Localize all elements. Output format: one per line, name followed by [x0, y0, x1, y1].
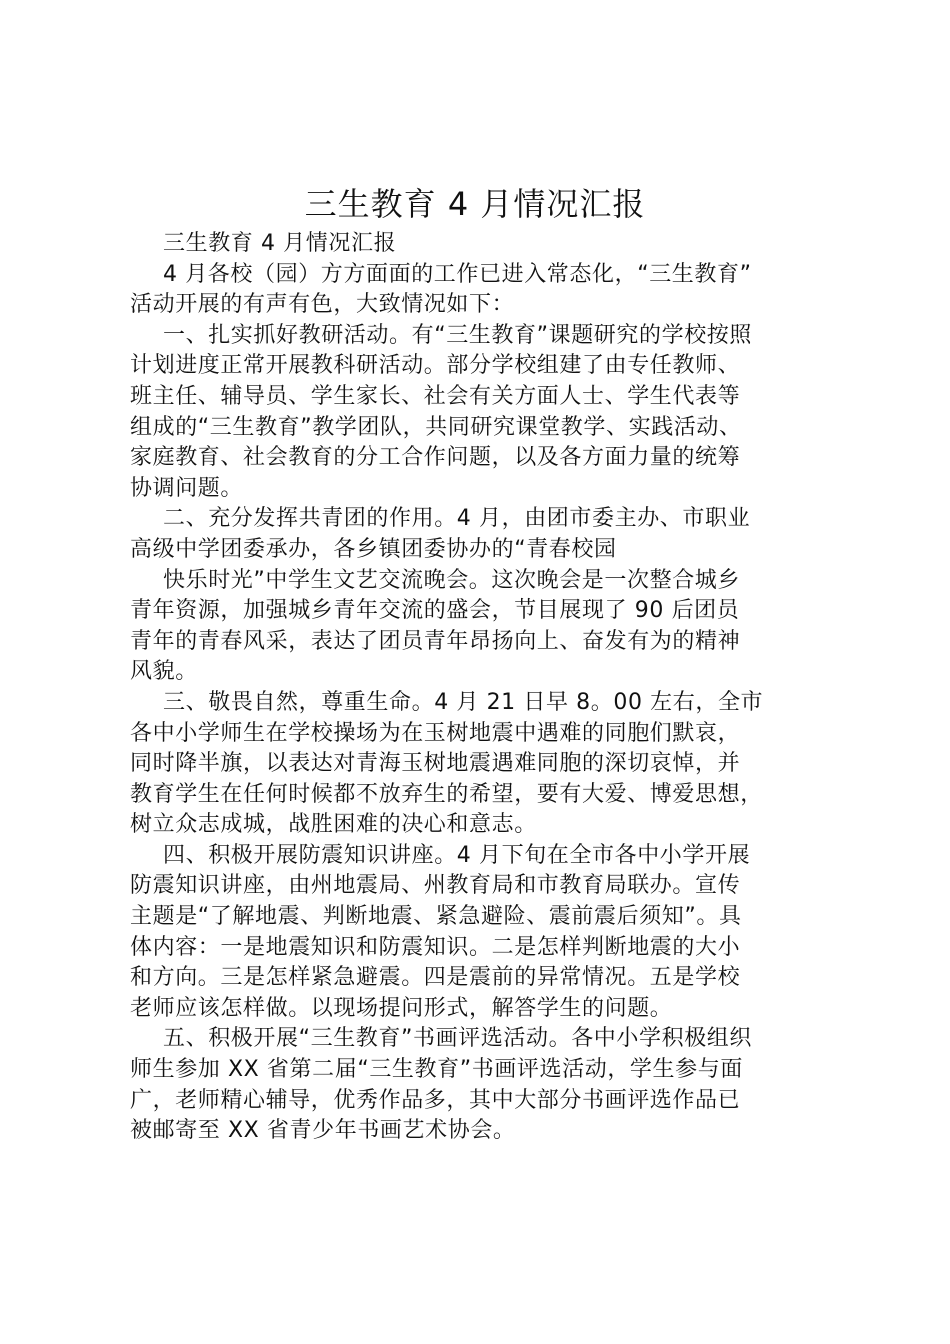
body-line: 教育学生在任何时候都不放弃生的希望，要有大爱、博爱思想，: [130, 781, 763, 807]
body-line: 家庭教育、社会教育的分工合作问题，以及各方面力量的统筹: [130, 445, 741, 471]
body-line: 主题是“了解地震、判断地震、紧急避险、震前震后须知”。具: [130, 904, 742, 930]
document-title: 三生教育 4 月情况汇报: [304, 185, 646, 223]
body-line: 一、扎实抓好教研活动。有“三生教育”课题研究的学校按照: [163, 322, 752, 348]
body-line: 青年的青春风采，表达了团员青年昂扬向上、奋发有为的精神: [130, 628, 741, 654]
body-line: 同时降半旗，以表达对青海玉树地震遇难同胞的深切哀悼，并: [130, 751, 741, 777]
body-line: 体内容：一是地震知识和防震知识。二是怎样判断地震的大小: [130, 934, 741, 960]
body-line: 五、积极开展“三生教育”书画评选活动。各中小学积极组织: [163, 1026, 752, 1052]
body-line: 风貌。: [130, 659, 198, 685]
body-line: 组成的“三生教育”教学团队，共同研究课堂教学、实践活动、: [130, 414, 742, 440]
body-line: 协调问题。: [130, 475, 244, 501]
body-line: 4 月各校（园）方方面面的工作已进入常态化，“三生教育”: [163, 261, 752, 287]
body-line: 和方向。三是怎样紧急避震。四是震前的异常情况。五是学校: [130, 965, 741, 991]
body-line: 防震知识讲座，由州地震局、州教育局和市教育局联办。宣传: [130, 873, 741, 899]
body-line: 班主任、辅导员、学生家长、社会有关方面人士、学生代表等: [130, 383, 741, 409]
body-line: 三生教育 4 月情况汇报: [163, 231, 397, 256]
body-line: 广，老师精心辅导，优秀作品多，其中大部分书画评选作品已: [130, 1087, 741, 1113]
body-line: 青年资源，加强城乡青年交流的盛会，节目展现了 90 后团员: [130, 598, 740, 624]
body-line: 四、积极开展防震知识讲座。4 月下旬在全市各中小学开展: [163, 842, 751, 868]
body-line: 二、充分发挥共青团的作用。4 月，由团市委主办、市职业: [163, 506, 751, 532]
body-line: 活动开展的有声有色，大致情况如下：: [130, 292, 515, 318]
document-body: [130, 229, 850, 1147]
body-line: 计划进度正常开展教科研活动。部分学校组建了由专任教师、: [130, 353, 741, 379]
body-line: 老师应该怎样做。以现场提问形式，解答学生的问题。: [130, 995, 673, 1021]
body-line: 树立众志成城，战胜困难的决心和意志。: [130, 812, 537, 838]
body-line: 师生参加 XX 省第二届“三生教育”书画评选活动，学生参与面: [130, 1057, 743, 1083]
body-line: 被邮寄至 XX 省青少年书画艺术协会。: [130, 1118, 516, 1144]
body-line: 快乐时光”中学生文艺交流晚会。这次晚会是一次整合城乡: [163, 567, 740, 593]
body-line: 三、敬畏自然，尊重生命。4 月 21 日早 8。00 左右，全市: [163, 689, 764, 715]
body-line: 各中小学师生在学校操场为在玉树地震中遇难的同胞们默哀，: [130, 720, 741, 746]
body-line: 高级中学团委承办，各乡镇团委协办的“青春校园: [130, 536, 617, 562]
